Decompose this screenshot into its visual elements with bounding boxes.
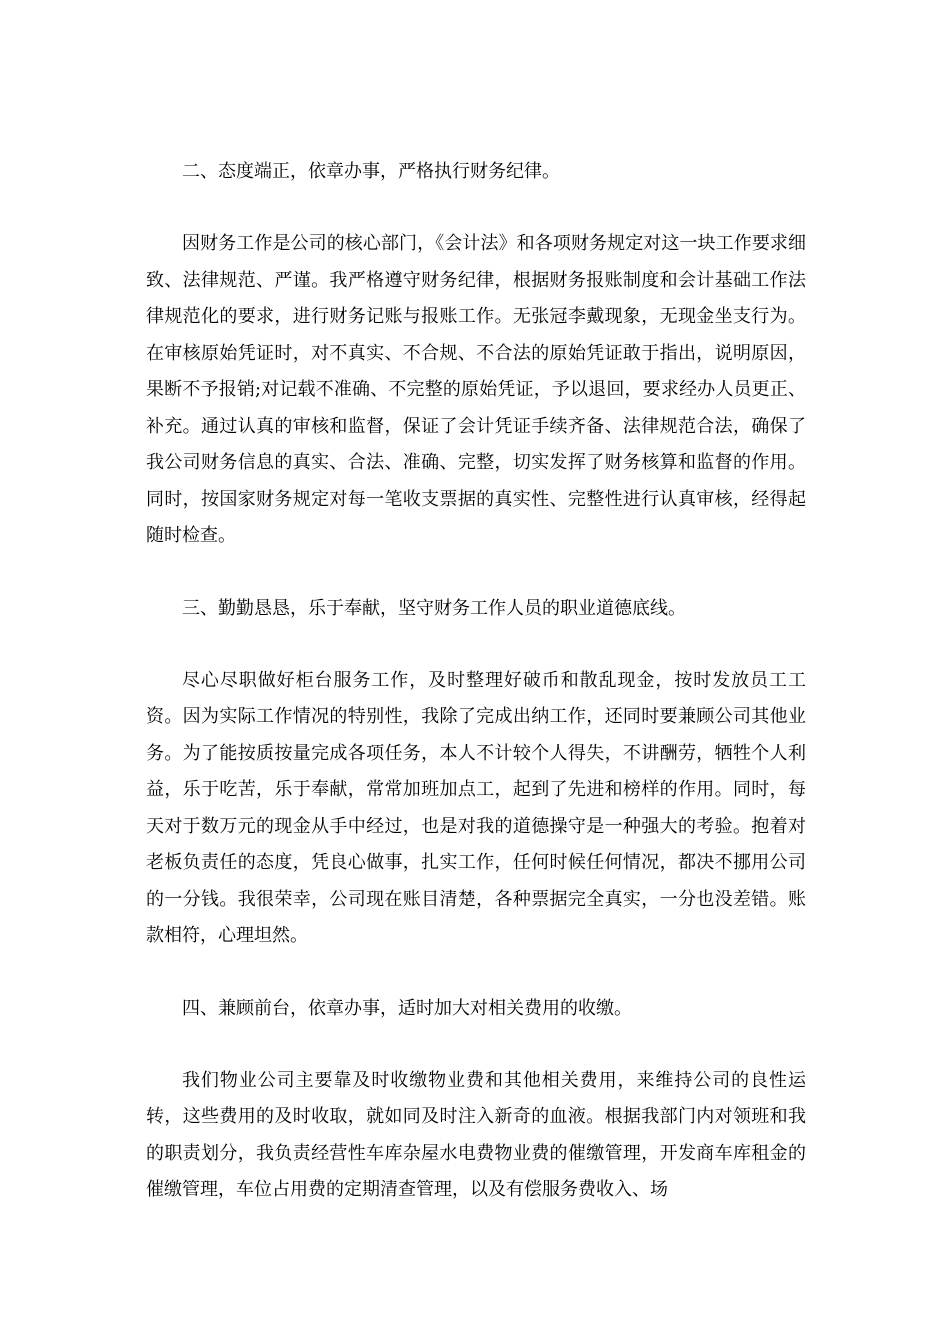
section-body-4: 我们物业公司主要靠及时收缴物业费和其他相关费用，来维持公司的良性运转，这些费用的及时收取，就如同及时注入新奇的血液。根据我部门内对领班和我的职责划分，我负责经营性车库杂屋水电费物业费的催缴管理，开发商车库租金的催缴管理，车位占用费的定期清查管理，以及有偿服务费收入、场 bbox=[146, 1069, 806, 1200]
section-heading-3: 三、勤勤恳恳，乐于奉献，坚守财务工作人员的职业道德底线。 bbox=[182, 597, 686, 619]
document-body bbox=[146, 154, 806, 1245]
section-body-2: 因财务工作是公司的核心部门，《会计法》和各项财务规定对这一块工作要求细致、法律规范、严谨。我严格遵守财务纪律，根据财务报账制度和会计基础工作法律规范化的要求，进行财务记账与报账工作。无张冠李戴现象，无现金坐支行为。在审核原始凭证时，对不真实、不合规、不合法的原始凭证敢于指出，说明原因，果断不予报销;对记载不准确、不完整的原始凭证，予以退回，要求经办人员更正、补充。通过认真的审核和监督，保证了会计凭证手续齐备、法律规范合法，确保了我公司财务信息的真实、合法、准确、完整，切实发挥了财务核算和监督的作用。同时，按国家财务规定对每一笔收支票据的真实性、完整性进行认真审核，经得起随时检查。 bbox=[146, 233, 806, 546]
section-body-3: 尽心尽职做好柜台服务工作，及时整理好破币和散乱现金，按时发放员工工资。因为实际工作情况的特别性，我除了完成出纳工作，还同时要兼顾公司其他业务。为了能按质按量完成各项任务，本人不计较个人得失，不讲酬劳，牺牲个人利益，乐于吃苦，乐于奉献，常常加班加点工，起到了先进和榜样的作用。同时，每天对于数万元的现金从手中经过，也是对我的道德操守是一种强大的考验。抱着对老板负责任的态度，凭良心做事，扎实工作，任何时候任何情况，都决不挪用公司的一分钱。我很荣幸，公司现在账目清楚，各种票据完全真实，一分也没差错。账款相符，心理坦然。 bbox=[146, 669, 806, 946]
section-heading-2: 二、态度端正，依章办事，严格执行财务纪律。 bbox=[182, 161, 560, 182]
section-heading-4: 四、兼顾前台，依章办事，适时加大对相关费用的收缴。 bbox=[182, 997, 632, 1019]
